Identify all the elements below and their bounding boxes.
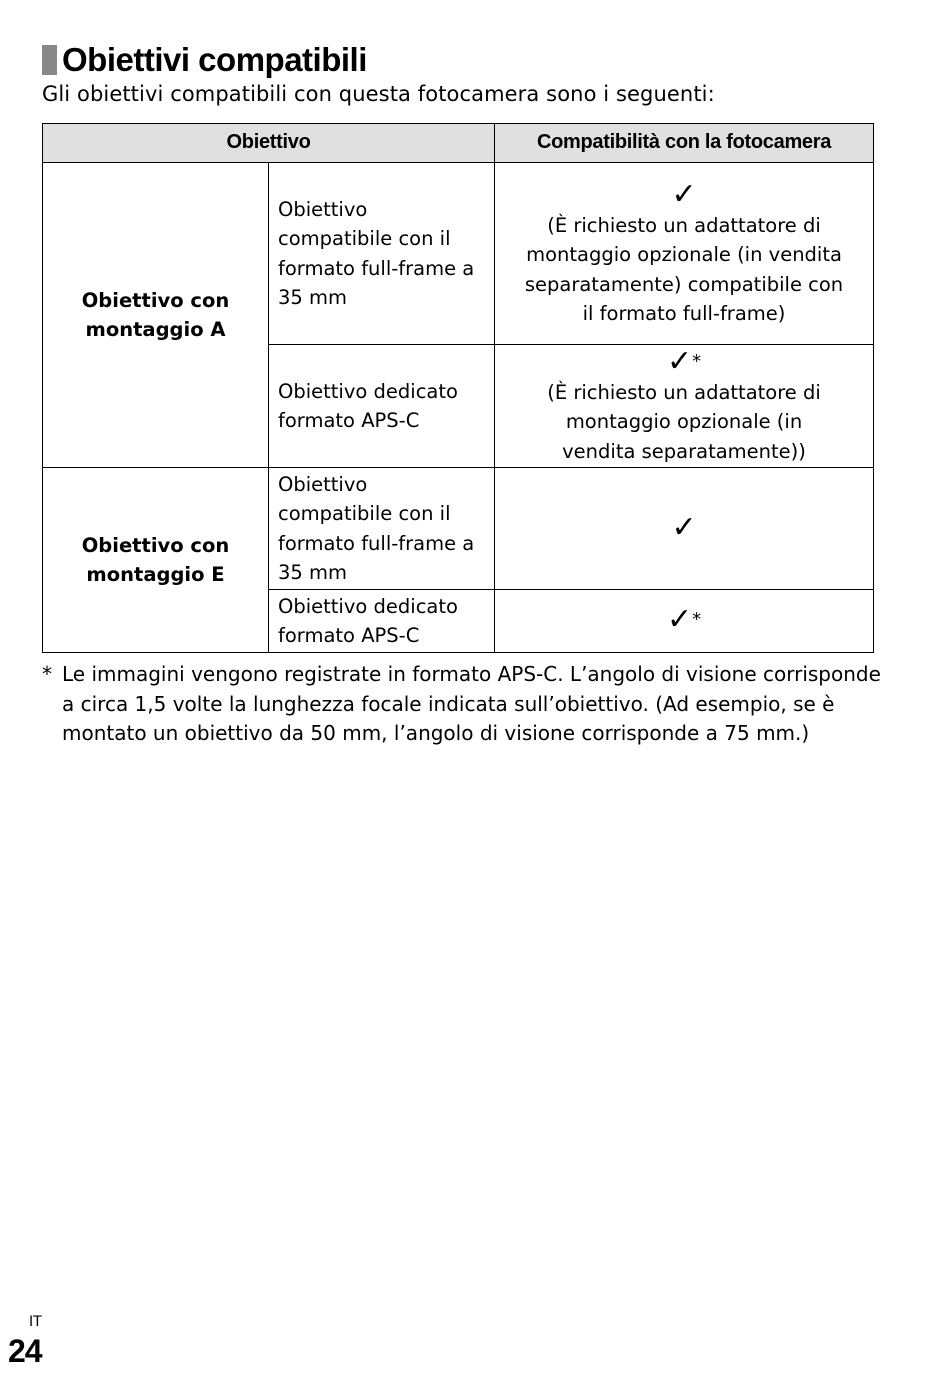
lens-type-text: Obiettivo dedicato formato APS-C [278, 594, 458, 647]
table-header-row [43, 124, 874, 163]
compatibility-table [42, 123, 874, 653]
check-icon: ✓* [666, 343, 702, 379]
page-number: 24 [8, 1333, 42, 1369]
mount-a-label [43, 163, 269, 468]
lens-type-text: Obiettivo compatibile con il formato full-frame a 35 mm [278, 197, 475, 309]
compat-cell [495, 468, 874, 590]
check-icon: ✓ [671, 176, 697, 212]
compat-cell [495, 590, 874, 653]
compat-cell [495, 345, 874, 468]
footnote-text: Le immagini vengono registrate in formato APS-C. L’angolo di visione corrisponde a circa 1,5 volte la lunghezza focale indicata sull’obiettivo. (Ad esempio, se è montato un obiettivo da 50 mm, l’angolo di visione corrisponde a 75 mm.) [62, 662, 881, 745]
check-icon: ✓ [671, 509, 697, 545]
lens-type-cell [269, 345, 495, 468]
check-icon: ✓* [666, 602, 702, 638]
footnote [42, 660, 882, 749]
language-label: IT [29, 1314, 42, 1330]
heading-title: Obiettivi compatibili [62, 41, 367, 78]
compat-note: (È richiesto un adattatore di montaggio opzionale (in vendita separatamente) compatibile con il formato full-frame) [524, 213, 844, 325]
compat-cell [495, 163, 874, 345]
lens-type-cell [269, 468, 495, 590]
mount-a-text: Obiettivo con montaggio A [81, 288, 230, 341]
section-heading [42, 40, 367, 80]
lens-type-text: Obiettivo dedicato formato APS-C [278, 379, 458, 432]
mount-e-label [43, 468, 269, 653]
mount-e-text: Obiettivo con montaggio E [81, 533, 230, 586]
lens-type-text: Obiettivo compatibile con il formato full-frame a 35 mm [278, 472, 475, 584]
footnote-marker: * [42, 662, 52, 686]
intro-text: Gli obiettivi compatibili con questa fotocamera sono i seguenti: [42, 82, 715, 106]
compat-note: (È richiesto un adattatore di montaggio opzionale (in vendita separatamente)) [547, 380, 821, 463]
table-row [43, 468, 874, 590]
lens-type-cell [269, 590, 495, 653]
table-row [43, 163, 874, 345]
header-compatibility: Compatibilità con la fotocamera [495, 124, 874, 163]
header-lens: Obiettivo [43, 124, 495, 163]
heading-marker [42, 45, 57, 75]
lens-type-cell [269, 163, 495, 345]
